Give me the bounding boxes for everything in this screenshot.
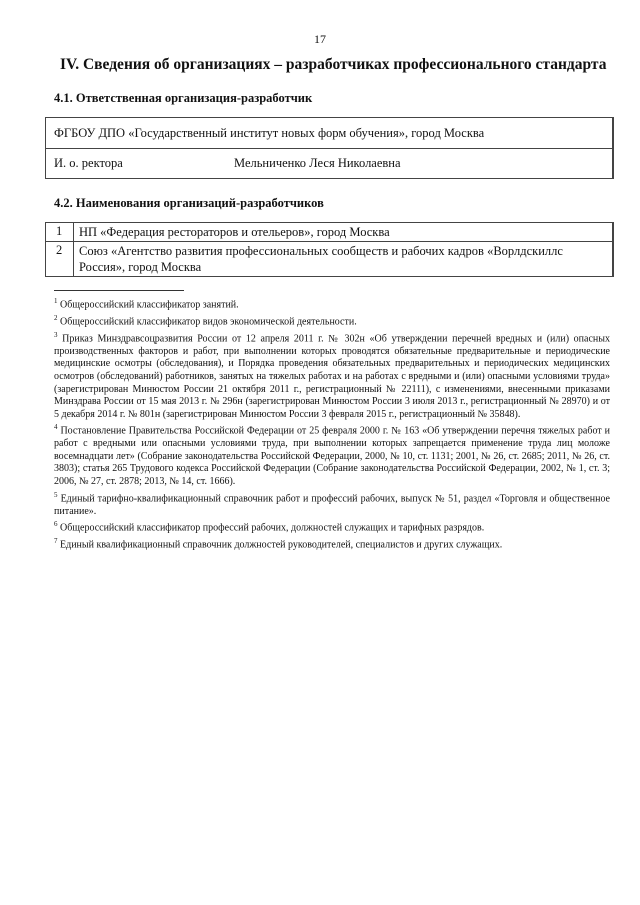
table-row bbox=[46, 241, 612, 276]
responsible-org-row bbox=[46, 118, 612, 148]
signer-name: Мельниченко Леся Николаевна bbox=[234, 156, 401, 170]
footnote-mark: 2 bbox=[54, 313, 58, 322]
row-number: 1 bbox=[46, 223, 74, 241]
section-title: IV. Сведения об организациях – разработчиках профессионального стандарта bbox=[60, 56, 607, 73]
footnote-text: Постановление Правительства Российской Федерации от 25 февраля 2000 г. № 163 «Об утверждении перечня тяжелых работ и работ с вредными или опасными условиями труда, при выполнении которых запрещается применение труда лиц моложе восемнадцати лет» (Собрание законодательства Российской Федерации, 2000, № 10, ст. 1131; 2001, № 26, ст. 2685; 2011, № 26, ст. 3803); статья 265 Трудового кодекса Российской Федерации (Собрание законодательства Российской Федерации, 2002, № 1, ст. 3; 2006, № 27, ст. 2878; 2013, № 14, ст. 1666). bbox=[54, 425, 610, 488]
page-number: 17 bbox=[314, 32, 326, 46]
responsible-heading: 4.1. Ответственная организация-разработчик bbox=[54, 91, 313, 105]
footnote-mark: 4 bbox=[54, 423, 58, 432]
developer-name: НП «Федерация рестораторов и отельеров», город Москва bbox=[79, 225, 390, 239]
footnote-text: Общероссийский классификатор видов экономической деятельности. bbox=[60, 316, 357, 328]
footnote-text: Единый тарифно-квалификационный справочник работ и профессий рабочих, выпуск № 51, раздел «Торговля и общественное питание». bbox=[54, 492, 611, 517]
footnote-separator bbox=[54, 290, 184, 291]
footnote bbox=[54, 535, 610, 552]
footnotes bbox=[54, 295, 610, 552]
signer-position: И. о. ректора bbox=[54, 156, 123, 170]
footnote-text: Общероссийский классификатор занятий. bbox=[60, 299, 239, 311]
footnote bbox=[54, 489, 610, 519]
footnote bbox=[54, 421, 610, 488]
footnote-text: Единый квалификационный справочник должностей руководителей, специалистов и других служащих. bbox=[60, 539, 503, 551]
footnote-mark: 5 bbox=[54, 490, 58, 499]
footnote-text: Приказ Минздравсоцразвития России от 12 апреля 2011 г. № 302н «Об утверждении перечней вредных и (или) опасных производственных факторов и работ, при выполнении которых проводятся обязательные предварительные и периодические медицинские осмотры (обследования), и Порядка проведения обязательных предварительных и периодических медицинских осмотров (обследований) работников, занятых на тяжелых работах и на работах с вредными и (или) опасными условиями труда» (зарегистрирован Минюстом России 21 октября 2011 г., регистрационный № 22111), с изменениями, внесенными приказами Минздрава России от 15 мая 2013 г. № 296н (зарегистрирован Минюстом России 3 июля 2013 г., регистрационный № 28970) и от 5 декабря 2014 г. № 801н (зарегистрирован Минюстом России 3 февраля 2015 г., регистрационный № 35848). bbox=[54, 333, 610, 420]
table-row bbox=[46, 223, 612, 241]
footnote-mark: 6 bbox=[54, 520, 58, 529]
footnote-mark: 7 bbox=[54, 537, 58, 546]
responsible-org-table bbox=[45, 117, 614, 179]
footnote bbox=[54, 329, 610, 421]
responsible-signer-row bbox=[46, 148, 612, 178]
footnote bbox=[54, 518, 610, 535]
developer-name: Союз «Агентство развития профессиональных сообществ и рабочих кадров «Ворлдскиллс Россия», город Москва bbox=[79, 244, 563, 274]
footnote-text: Общероссийский классификатор профессий рабочих, должностей служащих и тарифных разрядов. bbox=[60, 522, 485, 534]
responsible-org-name: ФГБОУ ДПО «Государственный институт новых форм обучения», город Москва bbox=[54, 125, 485, 140]
footnote bbox=[54, 295, 610, 312]
developers-table bbox=[45, 222, 614, 277]
footnote-mark: 1 bbox=[54, 297, 58, 305]
footnote bbox=[54, 312, 610, 329]
footnote-mark: 3 bbox=[54, 330, 58, 339]
developers-heading: 4.2. Наименования организаций-разработчиков bbox=[54, 196, 324, 210]
row-number: 2 bbox=[46, 242, 74, 276]
